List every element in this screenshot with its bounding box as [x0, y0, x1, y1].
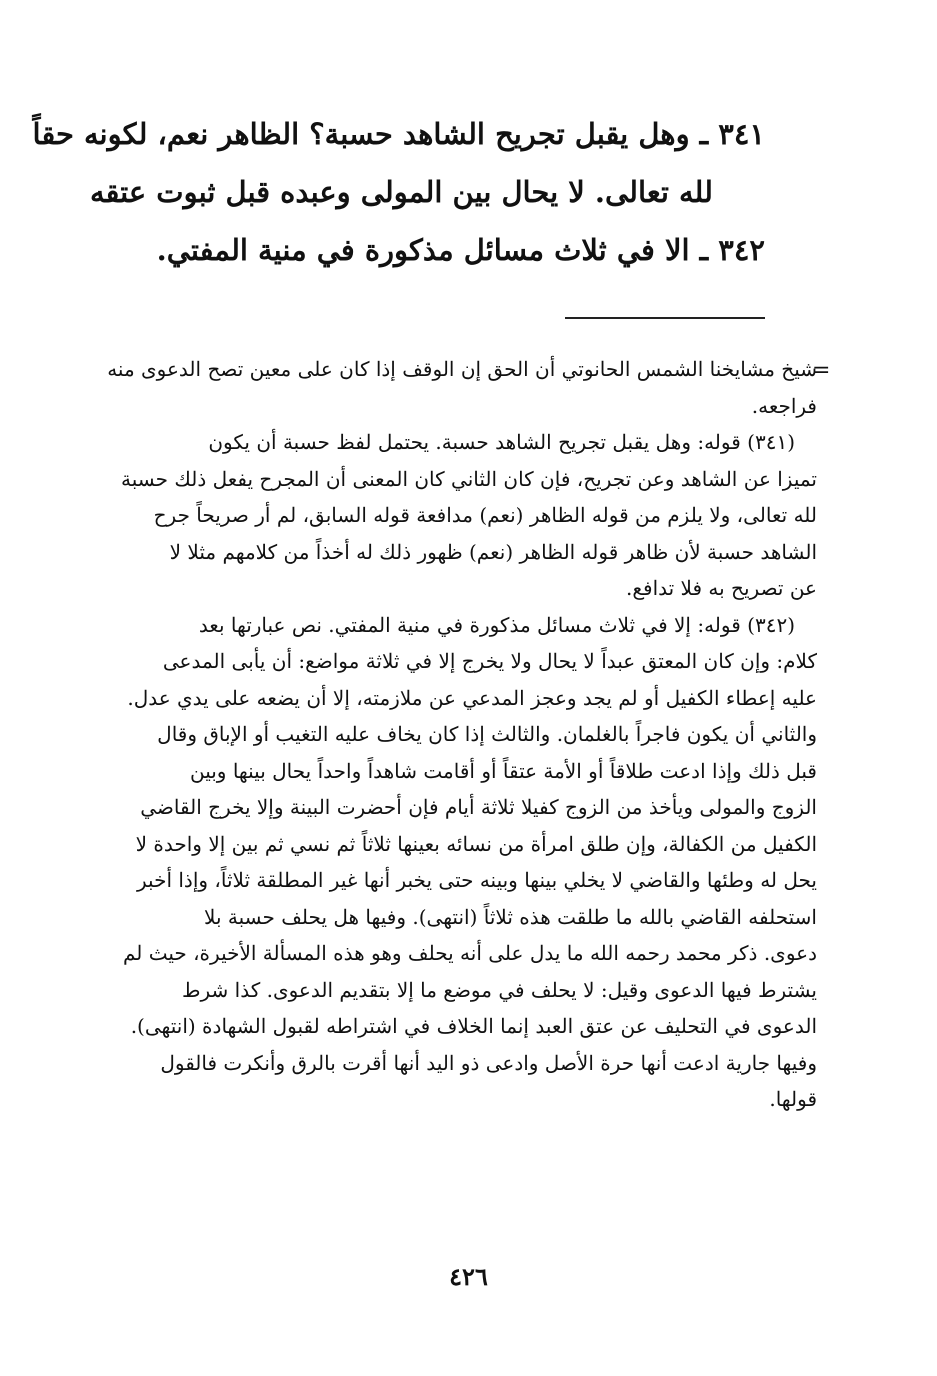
main-text-block — [32, 105, 765, 279]
main-text-line: لله تعالى. لا يحال بين المولى وعبده قبل ثبوت عتقه — [89, 175, 713, 209]
continuation-marker: = — [812, 358, 831, 383]
commentary-line: والثاني أن يكون فاجراً بالغلمان. والثالث إذا كان يخاف عليه التغيب أو الإباق وقال — [157, 722, 817, 746]
commentary-line: استحلفه القاضي بالله ما طلقت هذه ثلاثاً (انتهى). وفيها هل يحلف حسبة بلا — [204, 904, 817, 929]
commentary-line: تميزا عن الشاهد وعن تجريح، فإن كان الثاني كان المعنى أن المجرح يفعل ذلك حسبة — [121, 466, 817, 491]
commentary-line: قولها. — [769, 1087, 817, 1111]
main-text-line: ٣٤١ ـ وهل يقبل تجريح الشاهد حسبة؟ الظاهر نعم، لكونه حقاً — [32, 117, 765, 151]
commentary-line: (٣٤١) قوله: وهل يقبل تجريح الشاهد حسبة. يحتمل لفظ حسبة أن يكون — [208, 430, 795, 454]
commentary-line: فراجعه. — [751, 393, 817, 418]
commentary-line: وفيها جارية ادعت أنها حرة الأصل وادعى ذو اليد أنها أقرت بالرق وأنكرت فالقول — [160, 1050, 817, 1075]
commentary-line: دعوى. ذكر محمد رحمه الله ما يدل على أنه يحلف وهو هذه المسألة الأخيرة، حيث لم — [122, 941, 817, 965]
commentary-line: عن تصريح به فلا تدافع. — [626, 576, 817, 600]
commentary-block — [52, 351, 817, 1118]
commentary-line: كلام: وإن كان المعتق عبداً لا يحال ولا يخرج إلا في ثلاثة مواضع: أن يأبى المدعى — [162, 649, 817, 673]
commentary-line: قبل ذلك وإذا ادعت طلاقاً أو الأمة عتقاً أو أقامت شاهداً واحداً يحال بينها وبين — [189, 758, 817, 783]
commentary-line: الشاهد حسبة لأن ظاهر قوله الظاهر (نعم) ظهور ذلك له أخذاً من كلامهم مثلا لا — [169, 539, 817, 564]
commentary-line: الدعوى في التحليف عن عتق العبد إنما الخلاف في اشتراطه لقبول الشهادة (انتهى). — [130, 1014, 817, 1038]
commentary-line: يشترط فيها الدعوى وقيل: لا يحلف في موضع ما إلا بتقديم الدعوى. كذا شرط — [182, 977, 817, 1002]
commentary-line: شيخ مشايخنا الشمس الحانوتي أن الحق إن الوقف إذا كان على معين تصح الدعوى منه — [107, 357, 817, 381]
commentary-line: الزوج والمولى ويأخذ من الزوج كفيلا ثلاثة أيام فإن أحضرت البينة وإلا يخرج القاضي — [140, 795, 817, 819]
commentary-line: (٣٤٢) قوله: إلا في ثلاث مسائل مذكورة في منية المفتي. نص عبارتها بعد — [198, 612, 795, 637]
commentary-line: عليه إعطاء الكفيل أو لم يجد وعجز المدعي عن ملازمته، إلا أن يضعه على يدي عدل. — [127, 685, 817, 710]
footnote-separator-rule — [565, 317, 765, 319]
commentary-line: يحل له وطئها والقاضي لا يخلي بينها وبينه حتى يخبر أنها غير المطلقة ثلاثاً، وإذا أخبر — [137, 868, 817, 892]
main-text-line: ٣٤٢ ـ الا في ثلاث مسائل مذكورة في منية المفتي. — [156, 233, 765, 267]
commentary-line: لله تعالى، ولا يلزم من قوله الظاهر (نعم) مدافعة قوله السابق، لم أر صريحاً جرح — [153, 503, 817, 527]
commentary-line: الكفيل من الكفالة، وإن طلق امرأة من نسائه بعينها ثلاثاً ثم نسي ثم بين إلا واحدة لا — [135, 831, 817, 856]
page-number: ٤٢٦ — [449, 1262, 488, 1291]
